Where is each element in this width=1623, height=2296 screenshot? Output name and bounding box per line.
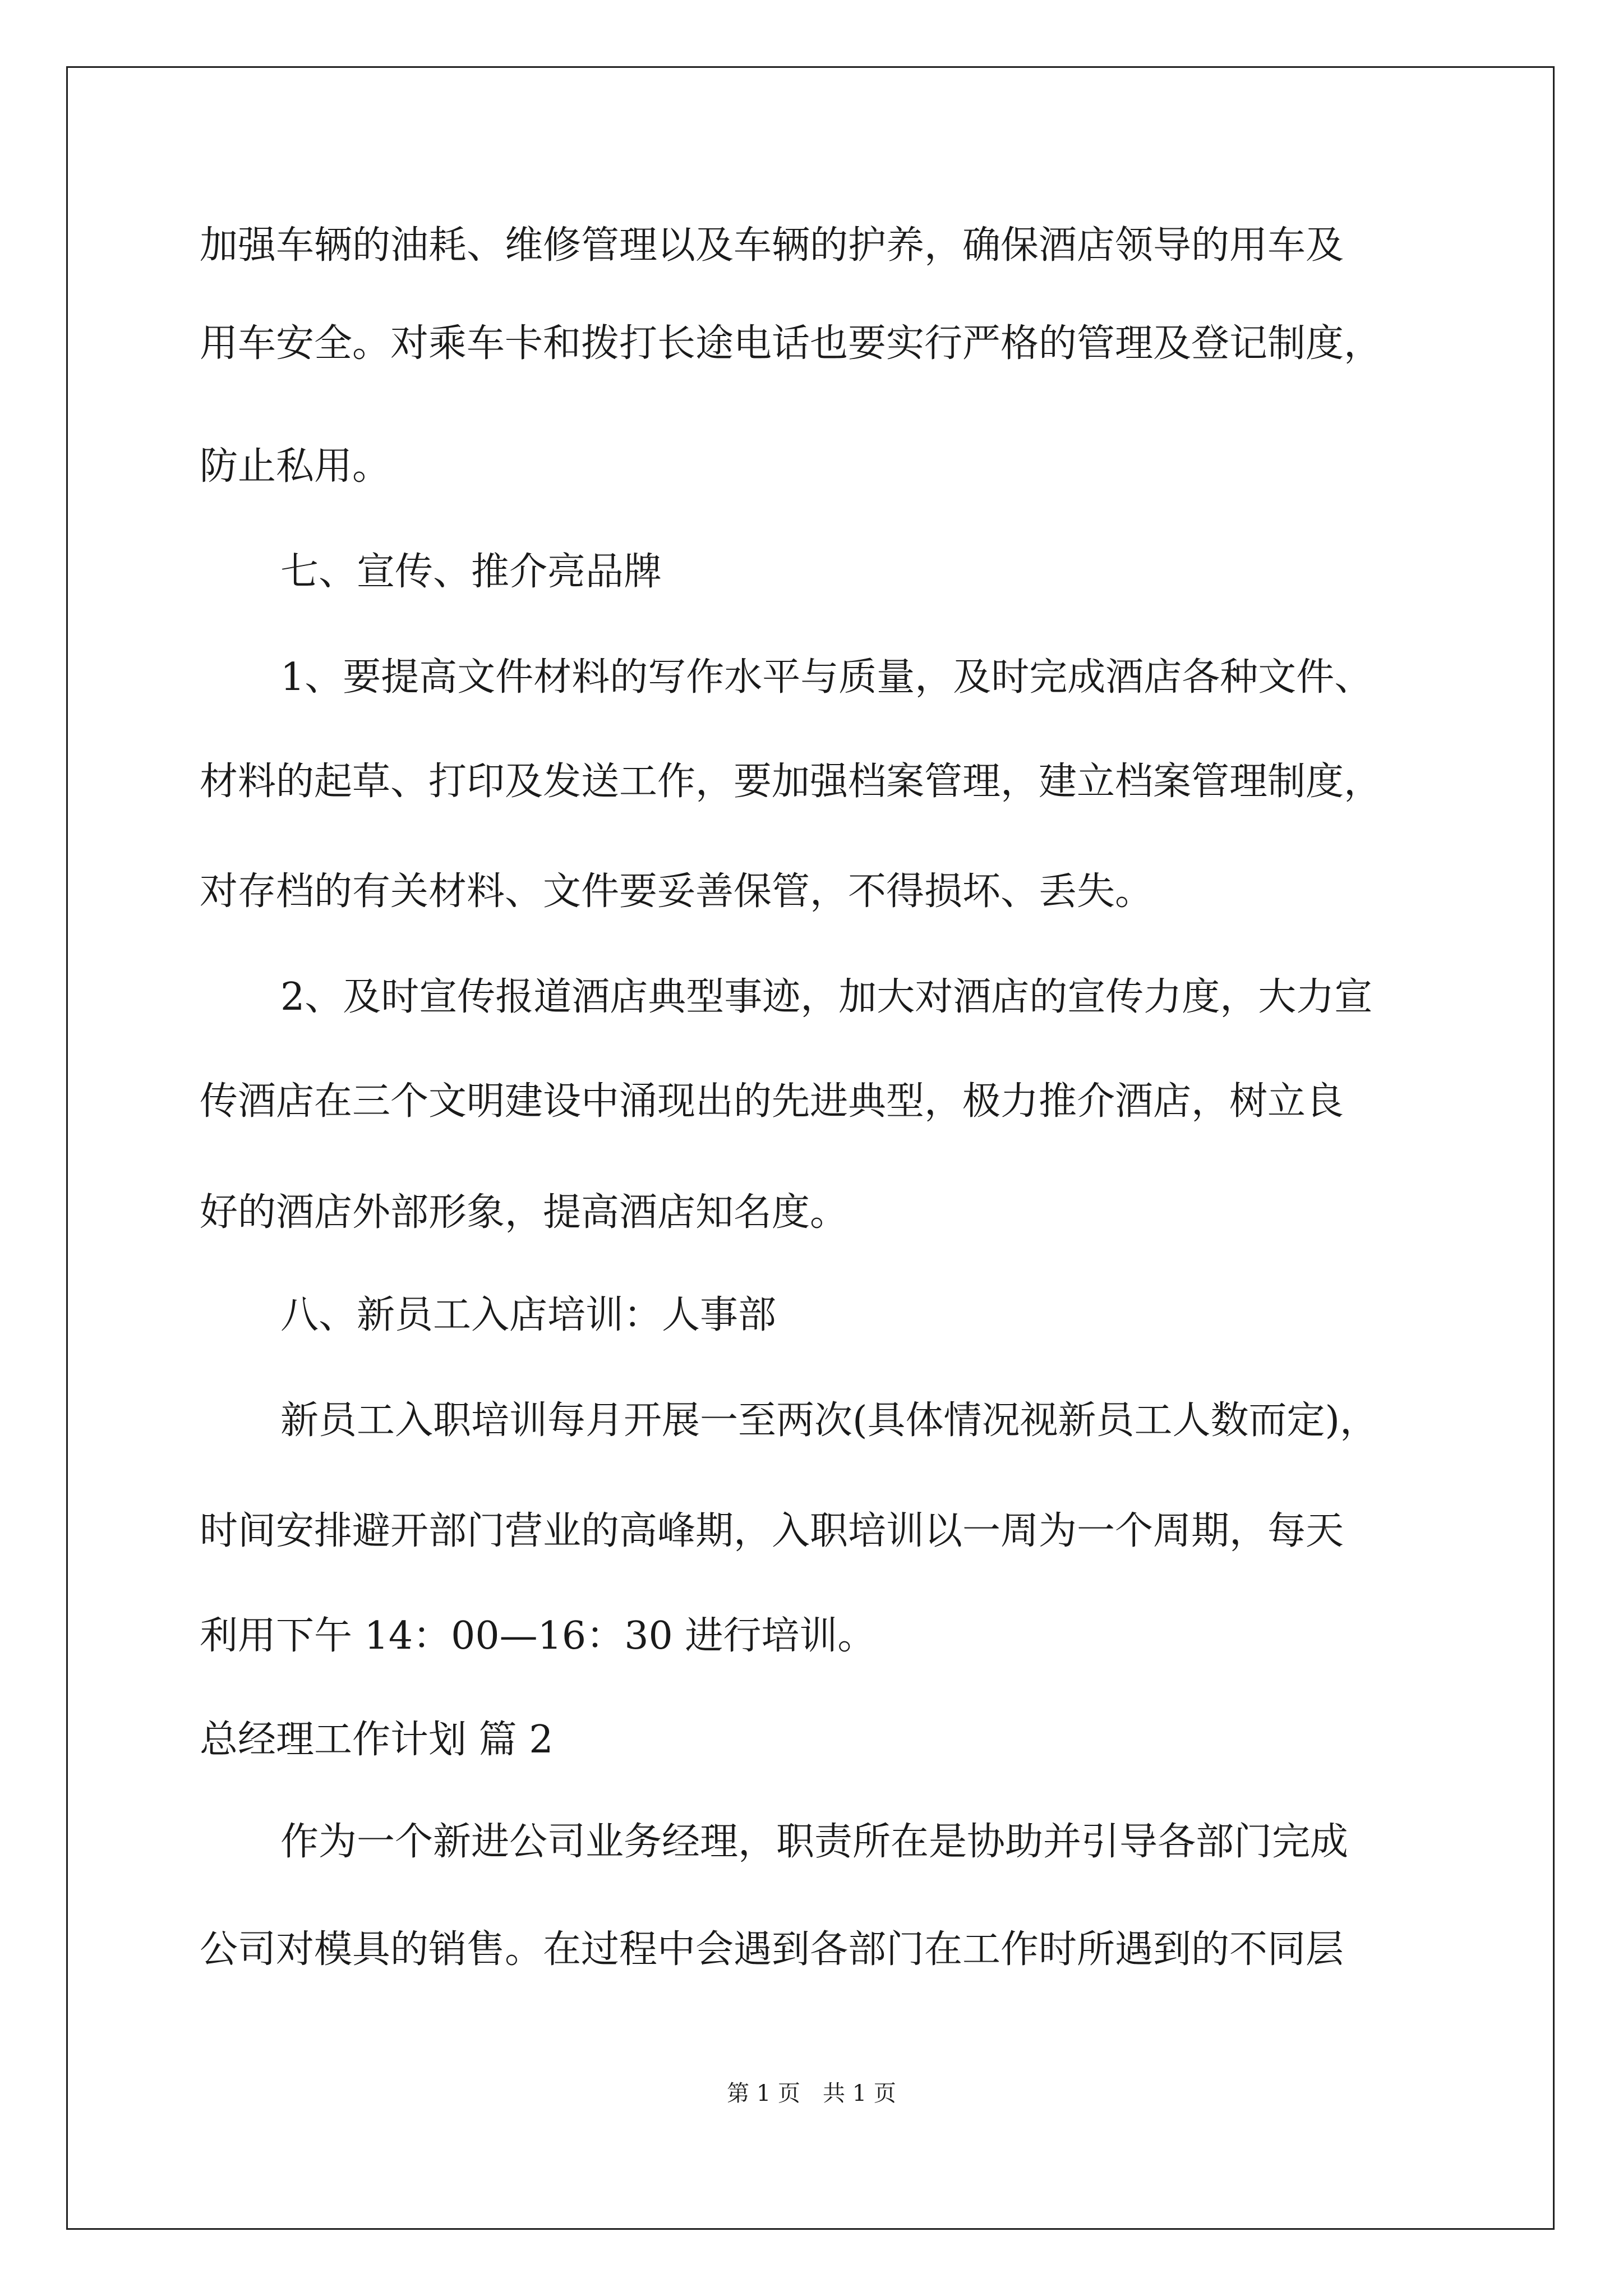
paragraph-line: 1、要提高文件材料的写作水平与质量，及时完成酒店各种文件、	[280, 655, 1373, 700]
paragraph-line: 作为一个新进公司业务经理，职责所在是协助并引导各部门完成	[280, 1820, 1349, 1864]
paragraph-line: 好的酒店外部形象，提高酒店知名度。	[200, 1190, 849, 1235]
paragraph-line: 利用下午 14：00—16：30 进行培训。	[200, 1614, 876, 1658]
paragraph-line: 2、及时宣传报道酒店典型事迹，加大对酒店的宣传力度，大力宣	[280, 975, 1373, 1019]
paragraph-line: 新员工入职培训每月开展一至两次(具体情况视新员工人数而定)，	[280, 1398, 1378, 1443]
paragraph-line: 加强车辆的油耗、维修管理以及车辆的护养，确保酒店领导的用车及	[200, 223, 1344, 268]
page-border	[66, 66, 1555, 2230]
section-heading: 八、新员工入店培训：人事部	[280, 1293, 777, 1337]
paragraph-line: 传酒店在三个文明建设中涌现出的先进典型，极力推介酒店，树立良	[200, 1079, 1344, 1124]
paragraph-line: 材料的起草、打印及发送工作，要加强档案管理，建立档案管理制度，	[200, 760, 1382, 804]
paragraph-line: 公司对模具的销售。在过程中会遇到各部门在工作时所遇到的不同层	[200, 1927, 1344, 1972]
paragraph-line: 对存档的有关材料、文件要妥善保管，不得损坏、丢失。	[200, 869, 1154, 914]
paragraph-line: 时间安排避开部门营业的高峰期，入职培训以一周为一个周期，每天	[200, 1509, 1344, 1553]
paragraph-line: 用车安全。对乘车卡和拨打长途电话也要实行严格的管理及登记制度，	[200, 321, 1382, 366]
document-heading: 总经理工作计划 篇 2	[200, 1718, 554, 1762]
section-heading: 七、宣传、推介亮品牌	[280, 550, 662, 594]
paragraph-line: 防止私用。	[200, 444, 391, 489]
page-footer: 第 1 页 共 1 页	[727, 2081, 896, 2106]
